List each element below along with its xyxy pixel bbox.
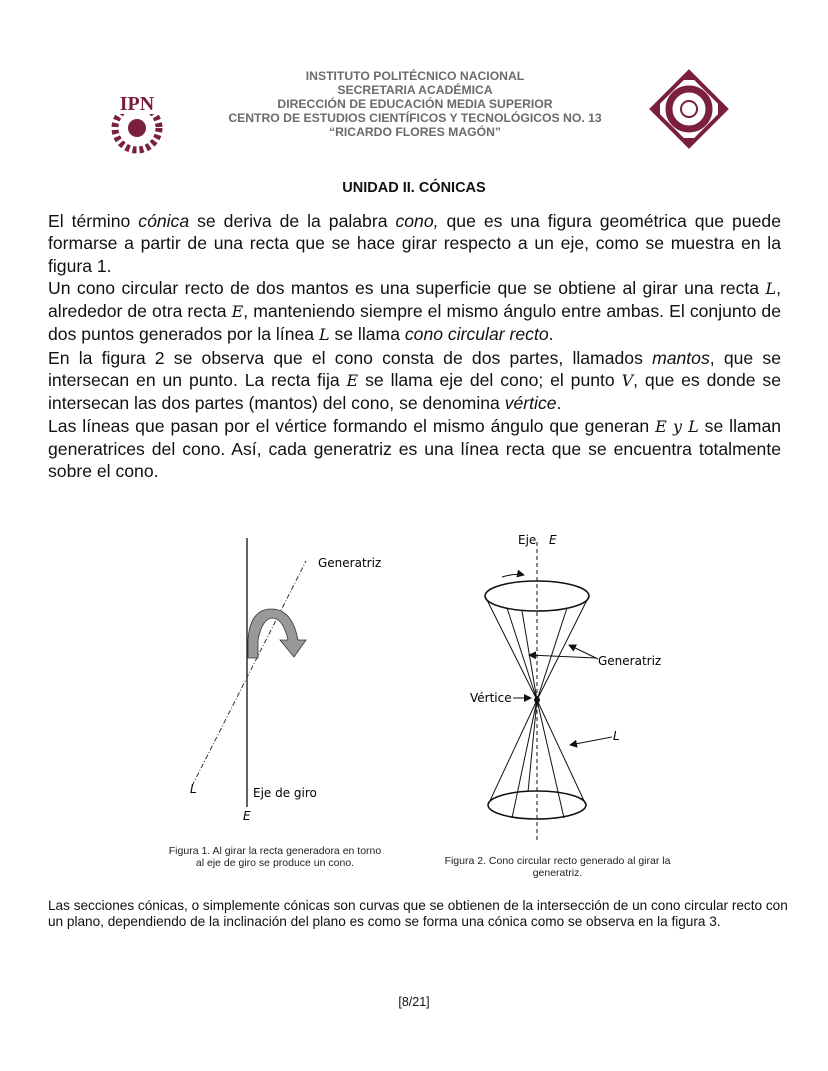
text: mantos [652, 347, 710, 368]
caption-line: generatriz. [532, 867, 583, 879]
generatriz-label: Generatriz [318, 556, 382, 570]
figure-1 [190, 538, 381, 823]
generatrix-line [192, 561, 306, 786]
figure-1-caption [140, 845, 410, 869]
math-E: E [346, 371, 359, 391]
text: se deriva de la palabra [189, 211, 396, 231]
text: , que se intersecan en un punto. La recta fija [48, 347, 781, 391]
text: cónica [138, 211, 190, 231]
text: vértice [504, 393, 557, 414]
caption-line: Figura 1. Al girar la recta generadora en torno [168, 845, 382, 857]
text: se llaman generatrices del cono. Así, cada generatriz es una línea recta que se encuentra totalmente sobre el cono. [48, 415, 782, 482]
text: que es una figura geométrica que puede formarse a partir de una recta que se hace girar respecto a un eje, como se muestra en la figura 1. [48, 211, 781, 276]
svg-text:IPN: IPN [119, 93, 155, 115]
vertice-label: Vértice [470, 691, 512, 705]
text: . [548, 324, 554, 345]
rotation-arrow [248, 609, 306, 658]
math-L: L [318, 325, 330, 345]
math-V: V [621, 371, 634, 391]
text: cono, [395, 211, 439, 231]
caption-line: al eje de giro se produce un cono. [195, 857, 355, 869]
header-line: INSTITUTO POLITÉCNICO NACIONAL [305, 69, 525, 83]
math-L: L [765, 278, 777, 298]
page-title: UNIDAD II. CÓNICAS [342, 180, 486, 196]
text: . [556, 393, 562, 414]
math-E-y-L: E y L [655, 416, 699, 436]
E-label: E [243, 809, 251, 823]
text: , que es donde se intersecan las dos partes (mantos) del cono, se denomina [48, 370, 781, 414]
bottom-paragraph: Las secciones cónicas, o simplemente cónicas son curvas que se obtienen de la intersección de un cono circular recto con un plano, dependiendo de la inclinación del plano es como se forma una cónica como se observa en la figura 3. [48, 898, 788, 929]
figure-2-caption [415, 855, 700, 879]
text: En la figura 2 se observa que el cono consta de dos partes, llamados [48, 347, 653, 368]
eje-de-giro-label: Eje de giro [253, 786, 317, 800]
text: se llama [329, 324, 405, 345]
header-line: “RICARDO FLORES MAGÓN” [329, 125, 501, 139]
header-line: SECRETARIA ACADÉMICA [337, 83, 493, 97]
header-line: DIRECCIÓN DE EDUCACIÓN MEDIA SUPERIOR [277, 97, 553, 111]
text: se llama eje del cono; el punto [358, 370, 622, 391]
text: Las líneas que pasan por el vértice formando el mismo ángulo que generan [48, 415, 656, 436]
generatriz-label: Generatriz [598, 654, 662, 668]
L-label: L [190, 782, 197, 796]
text: El término [48, 211, 139, 231]
text: Un cono circular recto de dos mantos es una superficie que se obtiene al girar una recta [48, 277, 766, 298]
figure-2-labels [470, 533, 661, 743]
L-label: L [613, 729, 620, 743]
text: , alrededor de otra recta [48, 277, 781, 322]
caption-line: Figura 2. Cono circular recto generado al girar la [444, 855, 671, 867]
text: cono circular recto [404, 324, 549, 345]
text: , manteniendo siempre el mismo ángulo entre ambas. El conjunto de dos puntos generados por la línea [48, 301, 782, 345]
math-E: E [231, 302, 244, 322]
eje-label: Eje [518, 533, 537, 547]
E-label: E [549, 533, 557, 547]
header-line: CENTRO DE ESTUDIOS CIENTÍFICOS Y TECNOLÓGICOS NO. 13 [228, 111, 602, 125]
page-number: [8/21] [398, 995, 430, 1009]
